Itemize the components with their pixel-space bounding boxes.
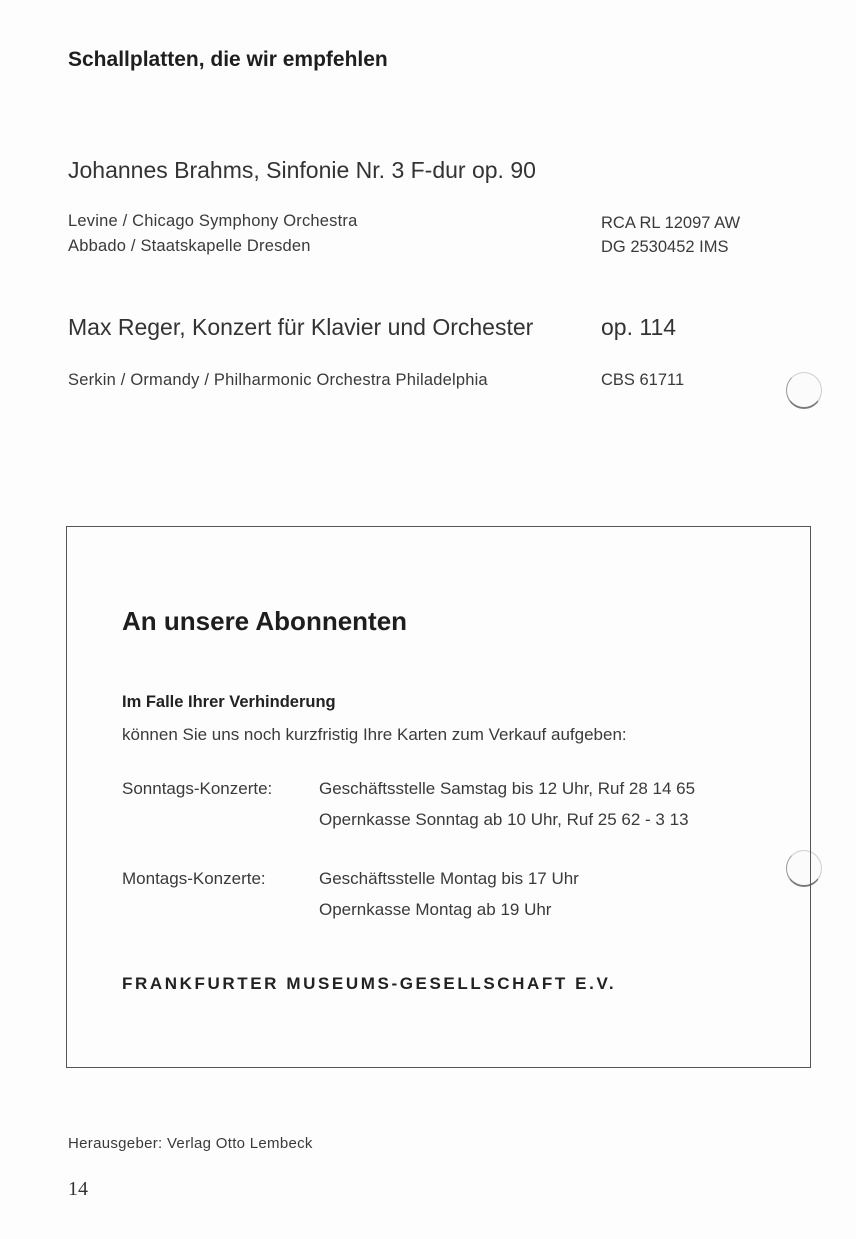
schedule-label-sunday: Sonntags-Konzerte: [122,779,273,798]
recording-performers: Serkin / Ormandy / Philharmonic Orchestra Philadelphia [68,371,488,389]
notice-intro: können Sie uns noch kurzfristig Ihre Karten zum Verkauf aufgeben: [122,725,627,744]
page-number: 14 [68,1178,88,1200]
recording-performers: Levine / Chicago Symphony Orchestra [68,212,358,230]
punch-hole [786,372,822,409]
recording-catalog: RCA RL 12097 AW [601,214,741,232]
section-title: Schallplatten, die wir empfehlen [68,48,388,71]
recording-catalog: DG 2530452 IMS [601,238,729,256]
recording-performers: Abbado / Staatskapelle Dresden [68,237,311,255]
organization-name: FRANKFURTER MUSEUMS-GESELLSCHAFT E.V. [122,974,617,993]
work-title-reger: Max Reger, Konzert für Klavier und Orchester [68,314,534,340]
work-title-brahms: Johannes Brahms, Sinfonie Nr. 3 F-dur op. 90 [68,157,536,183]
work-opus-reger: op. 114 [601,314,677,340]
notice-heading: An unsere Abonnenten [122,606,408,636]
schedule-line: Geschäftsstelle Samstag bis 12 Uhr, Ruf 28 14 65 [319,779,696,798]
schedule-line: Opernkasse Sonntag ab 10 Uhr, Ruf 25 62 - 3 13 [319,810,689,829]
schedule-line: Geschäftsstelle Montag bis 17 Uhr [319,869,579,888]
notice-subheading: Im Falle Ihrer Verhinderung [122,693,336,711]
publisher-line: Herausgeber: Verlag Otto Lembeck [68,1135,313,1152]
recording-catalog: CBS 61711 [601,371,685,389]
schedule-line: Opernkasse Montag ab 19 Uhr [319,900,552,919]
schedule-label-monday: Montags-Konzerte: [122,869,266,888]
